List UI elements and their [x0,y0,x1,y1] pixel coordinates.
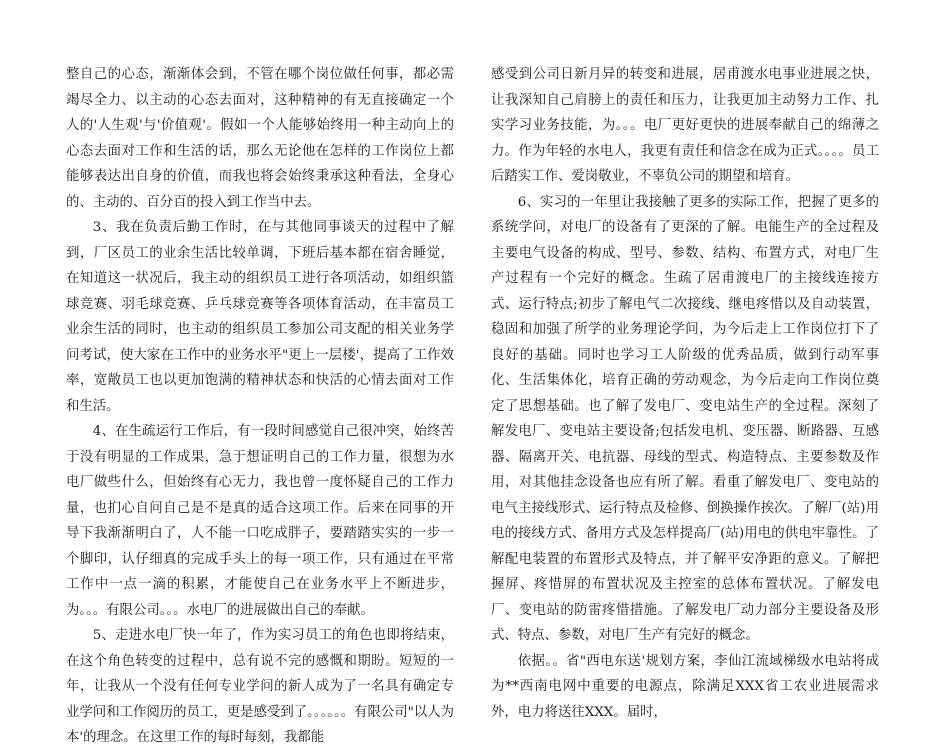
right-text-column [491,62,879,725]
paragraph-6-practical-work: 6、实习的一年里让我接触了更多的实际工作，把握了更多的系统学问，对电厂的设备有了更深的了解。电能生产的全过程及主要电气设备的构成、型号、参数、结构、布置方式，对电厂生产过程有一个完好的概念。生疏了居甫渡电厂的主接线连接方式、运行特点;初步了解电气二次接线、继电疼惜以及自动装置，稳固和加强了所学的业务理论学问，为今后走上工作岗位打下了良好的基础。同时也学习工人阶级的优秀品质，做到行动军事化、生活集体化，培育正确的劳动观念，为今后走向工作岗位奠定了思想基础。也了解了发电厂、变电站生产的全过程。深刻了解发电厂、变电站主要设备;包括发电机、变压器、断路器、互感器、隔离开关、电抗器、母线的型式、构造特点、主要参数及作用，对其他挂念设备也应有所了解。看重了解发电厂、变电站的电气主接线形式、运行特点及检修、倒换操作挨次。了解厂(站)用电的接线方式、备用方式及怎样提高厂(站)用电的供电牢靠性。了解配电装置的布置形式及特点，并了解平安净距的意义。了解把握屏、疼惜屏的布置状况及主控室的总体布置状况。了解发电厂、变电站的防雷疼惜措施。了解发电厂动力部分主要设备及形式、特点、参数，对电厂生产有完好的概念。 [491,194,879,643]
paragraph-5-internship-ending: 5、走进水电厂快一年了，作为实习员工的角色也即将结束，在这个角色转变的过程中，总有说不完的感慨和期盼。短短的一年，让我从一个没有任何专业学问的新人成为了一名具有确定专业学问和工作阅历的员工，更是感受到了。。。。。。有限公司"以人为本'的理念。在这里工作的每时每刻，我都能 [66,628,454,745]
paragraph-continuation-company: 感受到公司日新月异的转变和进展，居甫渡水电事业进展之快，让我深知自己肩膀上的责任和压力，让我更加主动努力工作、扎实学习业务技能，为。。。电厂更好更快的进展奉献自己的绵薄之力。作为年轻的水电人，我更有责任和信念在成为正式。。。。员工后踏实工作、爱岗敬业，不辜负公司的期望和培育。 [491,67,879,184]
paragraph-4-operations: 4、在生疏运行工作后，有一段时间感觉自己很冲突，始终苦于没有明显的工作成果，急于想证明自己的工作力量，很想为水电厂做些什么，但始终有心无力，我也曾一度怀疑自己的工作力量，也扪心自问自己是不是真的适合这项工作。后来在同事的开导下我渐渐明白了，人不能一口吃成胖子，要踏踏实实的一步一个脚印，认仔细真的完成手头上的每一项工作，只有通过在平常工作中一点一滴的积累，才能使自己在业务水平上不断进步，为。。。有限公司。。。水电厂的进展做出自己的奉献。 [66,424,454,618]
paragraph-continuation-attitude: 整自己的心态，渐渐体会到，不管在哪个岗位做任何事，都必需竭尽全力、以主动的心态去面对，这种精神的有无直接确定一个人的'人生观'与'价值观'。假如一个人能够始终用一种主动向上的心态去面对工作和生活的话，那么无论他在怎样的工作岗位上都能够表达出自身的价值，而我也将会始终秉承这种看法，全身心的、主动的、百分百的投入到工作当中去。 [66,67,454,210]
paragraph-3-logistics: 3、我在负责后勤工作时，在与其他同事谈天的过程中了解到，厂区员工的业余生活比较单调，下班后基本都在宿舍睡觉，在知道这一状况后，我主动的组织员工进行各项活动，如组织篮球竞赛、羽毛球竞赛、乒乓球竞赛等各项体育活动，在丰富员工业余生活的同时，也主动的组织员工参加公司支配的相关业务学问考试，使大家在工作中的业务水平"更上一层楼'，提高了工作效率，宽敞员工也以更加饱满的精神状态和快活的心情去面对工作和生活。 [66,220,454,414]
paragraph-basis-power-plan: 依据。。省"西电东送'规划方案，李仙江流域梯级水电站将成为**西南电网中重要的电源点，除满足XXX省工农业进展需求外，电力将送往XXX。届时， [491,653,879,720]
left-text-column [66,62,454,751]
